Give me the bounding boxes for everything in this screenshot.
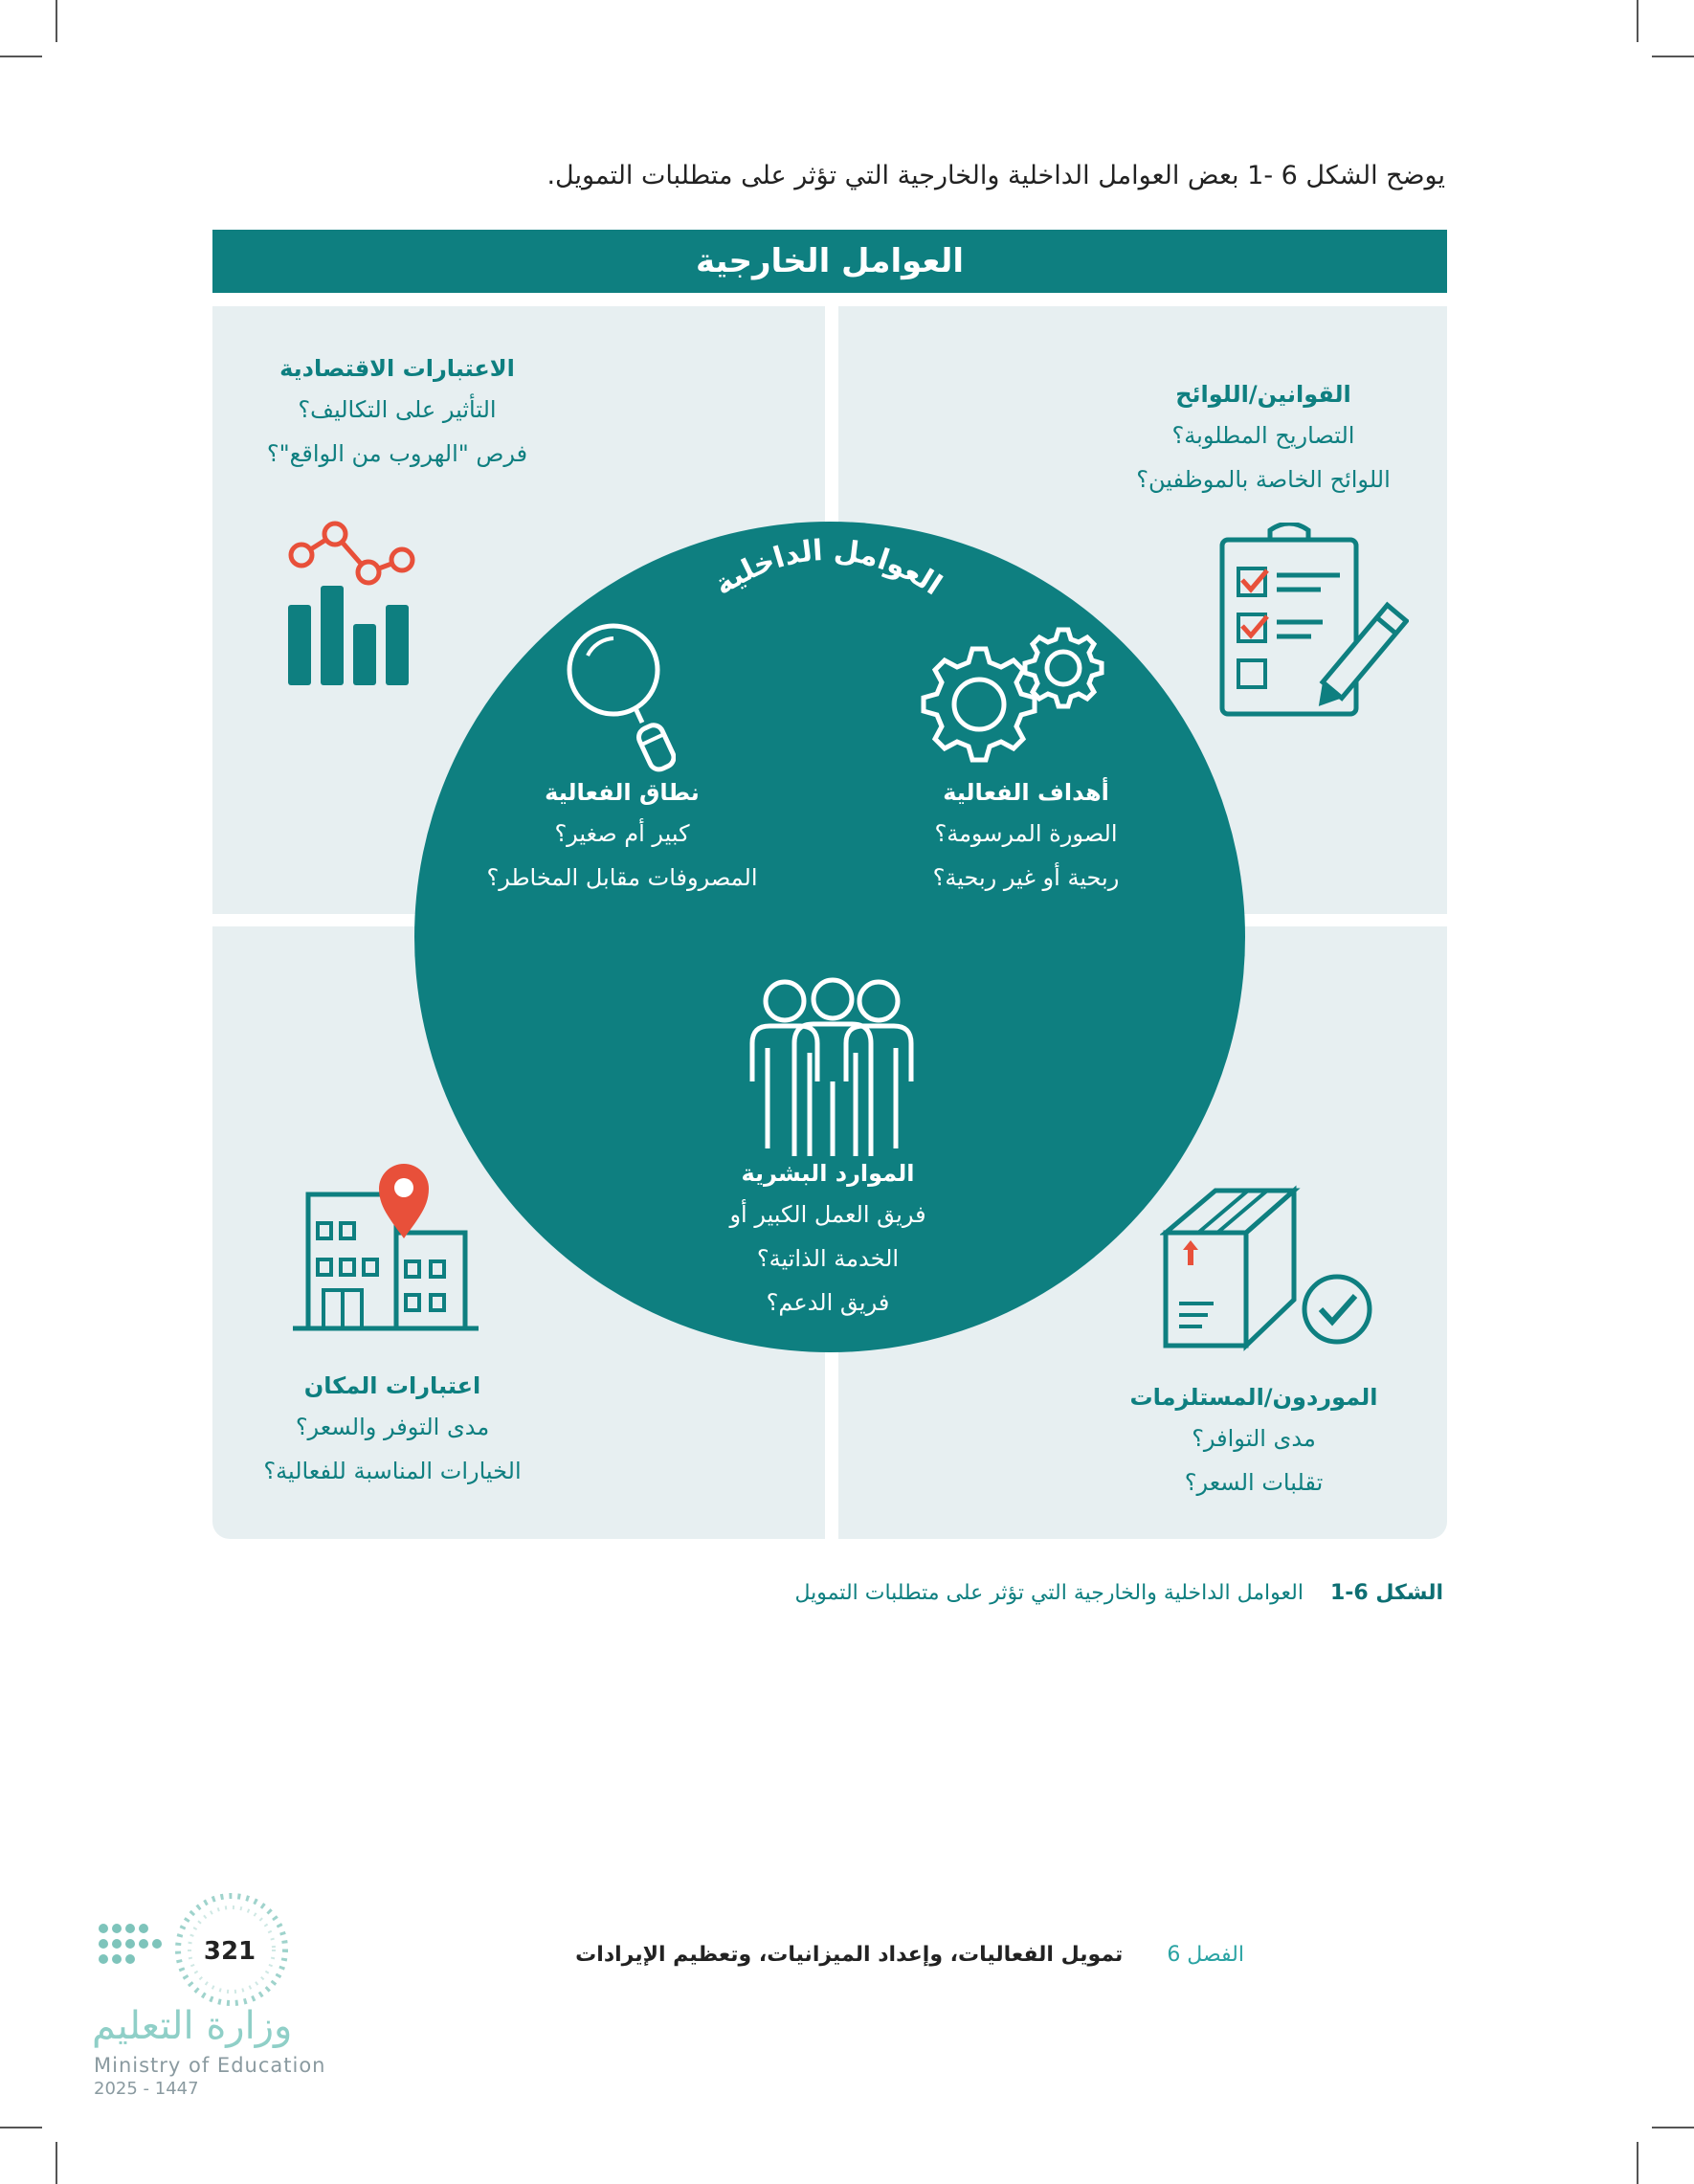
ministry-logo-icon [92, 1890, 302, 2015]
regulations-line: اللوائح الخاصة بالموظفين؟ [1136, 466, 1391, 493]
hr-line: فريق الدعم؟ [766, 1289, 890, 1316]
crop-mark [0, 56, 42, 57]
suppliers-line: تقلبات السعر؟ [1184, 1469, 1324, 1496]
logo-year: 2025 - 1447 [94, 2079, 199, 2099]
hr-title: الموارد البشرية [741, 1160, 915, 1187]
crop-mark [1652, 56, 1694, 57]
logo-arabic: وزارة التعليم [92, 2004, 293, 2048]
hr-block [684, 1154, 971, 1325]
regulations-block [1091, 375, 1436, 501]
chart-icon [282, 517, 421, 689]
goals-line: ربحية أو غير ربحية؟ [932, 864, 1120, 891]
crop-mark [0, 2127, 42, 2128]
scope-line: المصروفات مقابل المخاطر؟ [486, 864, 758, 891]
economic-block [239, 349, 555, 476]
location-block [220, 1367, 565, 1493]
regulations-title: القوانين/اللوائح [1175, 381, 1351, 408]
figure-caption [390, 1581, 1443, 1605]
scope-line: كبير أم صغير؟ [554, 820, 690, 847]
checklist-icon [1217, 523, 1409, 724]
internal-title-text: العوامل الداخلية [708, 533, 948, 603]
crop-mark [1637, 2142, 1638, 2184]
internal-factors-title [670, 517, 986, 632]
crop-mark [56, 2142, 57, 2184]
scope-block [450, 773, 794, 900]
goals-title: أهداف الفعالية [943, 779, 1109, 806]
logo-english: Ministry of Education [94, 2054, 326, 2077]
crop-mark [1652, 2127, 1694, 2128]
building-pin-icon [289, 1156, 480, 1333]
suppliers-title: الموردون/المستلزمات [1129, 1384, 1378, 1411]
scope-title: نطاق الفعالية [545, 779, 700, 806]
page-number: 321 [203, 1937, 256, 1966]
chapter-title: تمويل الفعاليات، وإعداد الميزانيات، وتعظيم الإيرادات [575, 1943, 1124, 1967]
gears-icon [907, 622, 1108, 775]
economic-line: التأثير على التكاليف؟ [298, 396, 497, 423]
crop-mark [56, 0, 57, 42]
suppliers-block [1091, 1378, 1416, 1504]
crop-mark [1637, 0, 1638, 42]
caption-label: الشكل 6-1 [1329, 1581, 1443, 1605]
location-line: مدى التوفر والسعر؟ [295, 1414, 490, 1440]
location-title: اعتبارات المكان [303, 1372, 481, 1399]
goals-block [863, 773, 1189, 900]
hr-line: الخدمة الذاتية؟ [756, 1245, 900, 1272]
external-factors-header: العوامل الخارجية [212, 230, 1447, 293]
people-icon [747, 976, 919, 1158]
economic-title: الاعتبارات الاقتصادية [279, 355, 515, 382]
box-check-icon [1160, 1185, 1380, 1352]
location-line: الخيارات المناسبة للفعالية؟ [263, 1458, 522, 1484]
magnifier-icon [561, 617, 676, 780]
page-footer [383, 1943, 1244, 1967]
chapter-label: الفصل 6 [1167, 1943, 1244, 1967]
goals-line: الصورة المرسومة؟ [934, 820, 1118, 847]
economic-line: فرص "الهروب من الواقع"؟ [266, 440, 528, 467]
intro-text: يوضح الشكل 6 -1 بعض العوامل الداخلية والخارجية التي تؤثر على متطلبات التمويل. [546, 161, 1445, 190]
caption-text: العوامل الداخلية والخارجية التي تؤثر على متطلبات التمويل [794, 1581, 1304, 1605]
suppliers-line: مدى التوافر؟ [1192, 1425, 1316, 1452]
svg-text:العوامل الداخلية [708, 534, 947, 603]
hr-line: فريق العمل الكبير أو [729, 1201, 926, 1228]
regulations-line: التصاريح المطلوبة؟ [1171, 422, 1355, 449]
